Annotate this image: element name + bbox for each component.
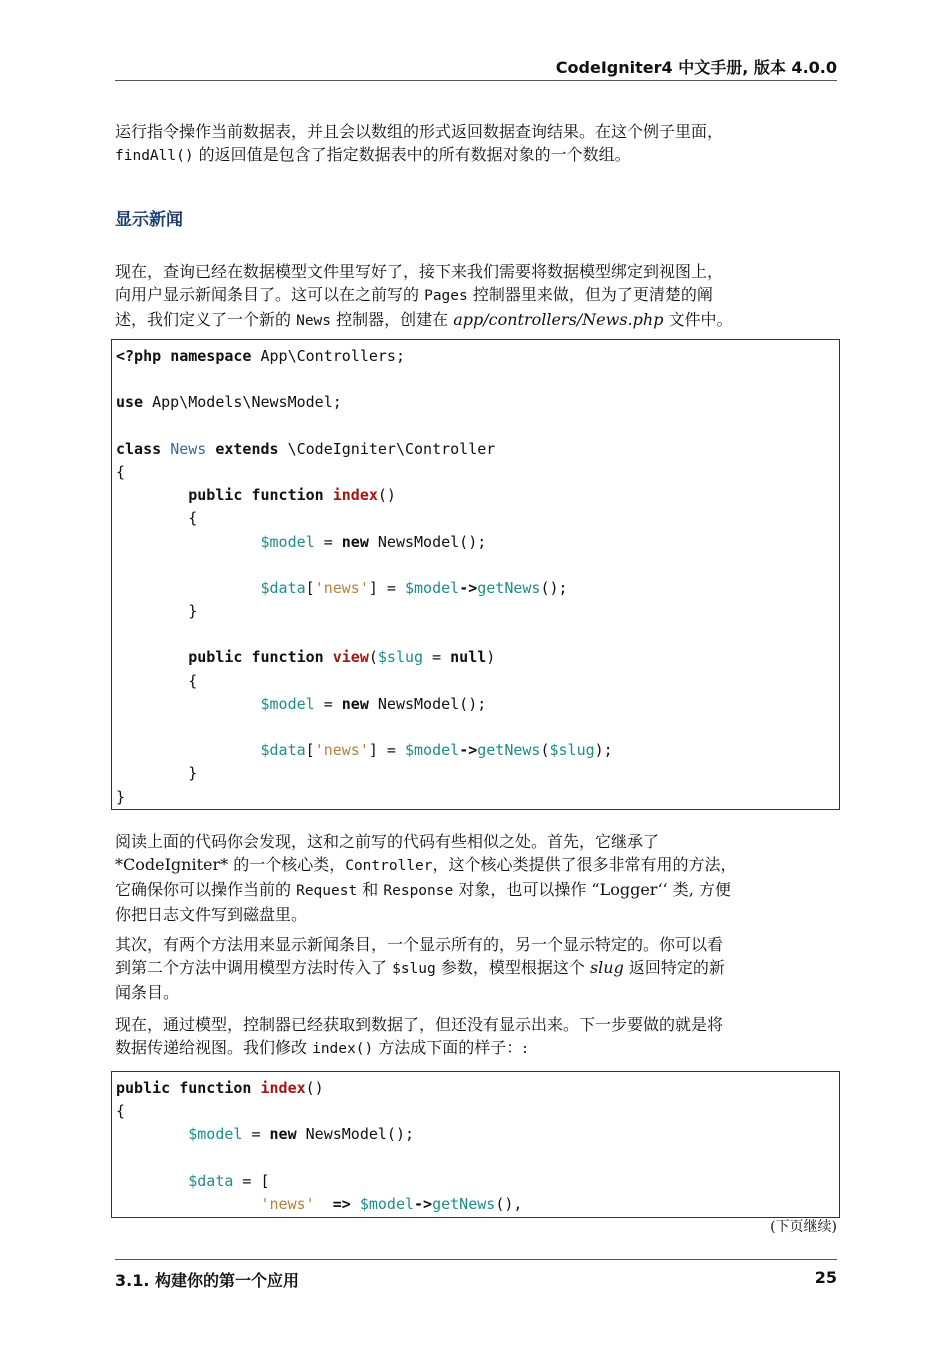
paragraph-intro-news-controller: 现在，查询已经在数据模型文件里写好了，接下来我们需要将数据模型绑定到视图上， 向用户显示新闻条目了。这可以在之前写的 Pages 控制器里来做，但为了更清楚的阐 述，我们定义了一个新的 News 控制器，创建在 app/controllers/News.php 文件中。 bbox=[115, 262, 733, 329]
code-line bbox=[112, 623, 839, 646]
continued-note: (下页继续) bbox=[770, 1219, 837, 1235]
code-line bbox=[112, 1147, 839, 1170]
code-line: $model = new NewsModel(); bbox=[260, 532, 487, 551]
code-line: public function index() bbox=[188, 486, 396, 505]
page-number: 25 bbox=[814, 1268, 837, 1287]
code-line: { bbox=[188, 671, 198, 690]
inline-code: Controller bbox=[345, 858, 433, 874]
code-line: public function index() bbox=[116, 1079, 324, 1097]
code-block-news-controller bbox=[111, 339, 840, 810]
code-line: { bbox=[116, 1102, 126, 1121]
paragraph-two-methods: 其次，有两个方法用来显示新闻条目，一个显示所有的，另一个显示特定的。你可以看 到第二个方法中调用模型方法时传入了 $slug 参数，模型根据这个 slug 返回特定的新 闻条目。 bbox=[115, 935, 725, 1002]
code-line: $model = new NewsModel(); bbox=[260, 694, 487, 713]
code-line: $model = new NewsModel(); bbox=[188, 1125, 415, 1144]
inline-code: Pages bbox=[424, 288, 468, 304]
paragraph-findall: 运行指令操作当前数据表，并且会以数组的形式返回数据查询结果。在这个例子里面， findAll() 的返回值是包含了指定数据表中的所有数据对象的一个数组。 bbox=[115, 122, 724, 164]
code-line bbox=[112, 554, 839, 577]
code-line: { bbox=[116, 462, 126, 481]
file-path: app/controllers/News.php bbox=[453, 310, 664, 329]
inline-code: index() bbox=[312, 1041, 374, 1057]
header-rule bbox=[115, 80, 837, 81]
section-heading: 显示新闻 bbox=[115, 210, 183, 230]
code-line: class News extends \CodeIgniter\Controller bbox=[116, 439, 496, 458]
inline-code: Response bbox=[383, 883, 454, 899]
code-line bbox=[112, 415, 839, 438]
inline-code: News bbox=[296, 313, 332, 329]
inline-code: $slug bbox=[392, 961, 436, 977]
inline-code: findAll() bbox=[115, 148, 194, 164]
inline-code: Request bbox=[296, 883, 358, 899]
code-line: } bbox=[116, 787, 126, 806]
code-line: public function view($slug = null) bbox=[188, 648, 496, 667]
code-line: } bbox=[188, 602, 198, 621]
code-line: } bbox=[188, 764, 198, 783]
paragraph-controller-explained: 阅读上面的代码你会发现，这和之前写的代码有些相似之处。首先，它继承了 *CodeIgniter* 的一个核心类，Controller，这个核心类提供了很多非常有用的方法， 它确保你可以操作当前的 Request 和 Response 对象，也可以操作 “Logger‘‘ 类, 方便 你把日志文件写到磁盘里。 bbox=[115, 832, 737, 924]
code-line: 'news' => $model->getNews(), bbox=[260, 1194, 523, 1213]
footer-section-title: 3.1. 构建你的第一个应用 bbox=[115, 1271, 299, 1290]
code-line: $data = [ bbox=[188, 1171, 270, 1190]
code-line: $data['news'] = $model->getNews(); bbox=[260, 578, 568, 597]
code-block-index-method bbox=[111, 1071, 840, 1218]
code-line bbox=[112, 716, 839, 739]
code-line: use App\Models\NewsModel; bbox=[116, 393, 342, 412]
code-line bbox=[112, 368, 839, 391]
code-line: $data['news'] = $model->getNews($slug); bbox=[260, 741, 613, 760]
footer-rule bbox=[115, 1259, 837, 1260]
code-line: { bbox=[188, 509, 198, 528]
paragraph-pass-data-to-view: 现在，通过模型，控制器已经获取到数据了，但还没有显示出来。下一步要做的就是将 数据传递给视图。我们修改 index() 方法成下面的样子：: bbox=[115, 1015, 724, 1057]
running-header: CodeIgniter4 中文手册, 版本 4.0.0 bbox=[555, 58, 837, 77]
code-line: <?php namespace App\Controllers; bbox=[116, 347, 405, 365]
